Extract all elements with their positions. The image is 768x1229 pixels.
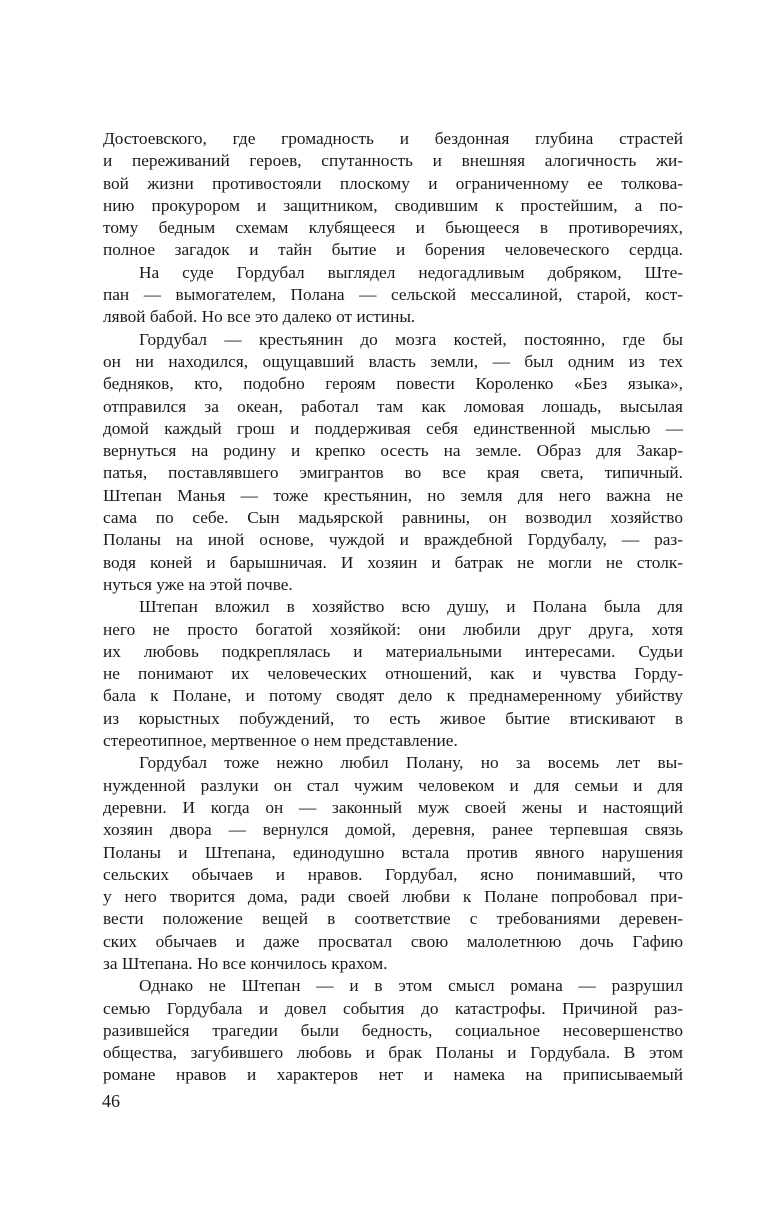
text-line: него не просто богатой хозяйкой: они любили друг друга, хотя <box>103 619 683 639</box>
text-line: Гордубал — крестьянин до мозга костей, постоянно, где бы <box>139 329 683 349</box>
text-line: пан — вымогателем, Полана — сельской мессалиной, старой, кост- <box>103 285 683 305</box>
text-line: и переживаний героев, спутанность и внешняя алогичность жи- <box>103 151 683 171</box>
text-line: разившейся трагедии были бедность, социальное несовершенство <box>103 1020 683 1040</box>
text-line: стереотипное, мертвенное о нем представление. <box>103 731 458 751</box>
text-line: из корыстных побуждений, то есть живое бытие втискивают в <box>103 708 683 728</box>
text-line: деревни. И когда он — законный муж своей жены и настоящий <box>103 797 683 817</box>
text-line: у него творится дома, ради своей любви к Полане попробовал при- <box>103 887 683 907</box>
text-line: нужденной разлуки он стал чужим человеком и для семьи и для <box>103 775 683 795</box>
text-line: Однако не Штепан — и в этом смысл романа — разрушил <box>139 976 683 996</box>
text-line: полное загадок и тайн бытие и борения человеческого сердца. <box>103 240 683 260</box>
text-line: их любовь подкреплялась и материальными интересами. Судьи <box>103 641 683 661</box>
text-line: Гордубал тоже нежно любил Полану, но за восемь лет вы- <box>139 753 683 773</box>
text-line: сельских обычаев и нравов. Гордубал, ясно понимавший, что <box>103 864 683 884</box>
text-line: Достоевского, где громадность и бездонная глубина страстей <box>103 129 683 148</box>
text-line: Поланы и Штепана, единодушно встала против явного нарушения <box>103 842 683 862</box>
text-line: сама по себе. Сын мадьярской равнины, он возводил хозяйство <box>103 508 683 528</box>
text-line: не понимают их человеческих отношений, как и чувства Горду- <box>103 664 683 684</box>
body-text <box>103 128 683 1087</box>
text-line: Штепан вложил в хозяйство всю душу, и Полана была для <box>139 597 683 617</box>
page-number: 46 <box>102 1091 120 1111</box>
text-line: вой жизни противостояли плоскому и ограниченному ее толкова- <box>103 173 683 193</box>
text-line: Поланы на иной основе, чуждой и враждебной Гордубалу, — раз- <box>103 530 683 550</box>
text-line: ских обычаев и даже просватал свою малолетнюю дочь Гафию <box>103 931 683 951</box>
text-line: он ни находился, ощущавший власть земли, — был одним из тех <box>103 351 683 371</box>
text-line: отправился за океан, работал там как ломовая лошадь, высылая <box>103 396 683 416</box>
text-line: романе нравов и характеров нет и намека на приписываемый <box>103 1065 683 1085</box>
text-line: вернуться на родину и крепко осесть на земле. Образ для Закар- <box>103 441 683 461</box>
text-line: нуться уже на этой почве. <box>103 574 293 594</box>
text-line: На суде Гордубал выглядел недогадливым добряком, Ште- <box>139 262 683 282</box>
text-line: водя коней и барышничая. И хозяин и батрак не могли не столк- <box>103 552 683 572</box>
text-line: семью Гордубала и довел события до катастрофы. Причиной раз- <box>103 998 683 1018</box>
text-line: бала к Полане, и потому сводят дело к преднамеренному убийству <box>103 686 683 706</box>
text-line: патья, поставлявшего эмигрантов во все края света, типичный. <box>103 463 683 483</box>
text-line: домой каждый грош и поддерживая себя единственной мыслью — <box>103 418 683 438</box>
text-line: Штепан Манья — тоже крестьянин, но земля для него важна не <box>103 485 683 505</box>
text-line: вести положение вещей в соответствие с требованиями деревен- <box>103 909 683 929</box>
text-line: общества, загубившего любовь и брак Поланы и Гордубала. В этом <box>103 1043 683 1063</box>
text-line: лявой бабой. Но все это далеко от истины. <box>103 307 416 327</box>
text-line: бедняков, кто, подобно героям повести Короленко «Без языка», <box>103 374 683 394</box>
text-line: нию прокурором и защитником, сводившим к простейшим, а по- <box>103 195 683 215</box>
text-line: хозяин двора — вернулся домой, деревня, ранее терпевшая связь <box>103 820 683 840</box>
text-line: тому бедным схемам клубящееся и бьющееся в противоречиях, <box>103 218 683 238</box>
text-line: за Штепана. Но все кончилось крахом. <box>103 953 388 973</box>
